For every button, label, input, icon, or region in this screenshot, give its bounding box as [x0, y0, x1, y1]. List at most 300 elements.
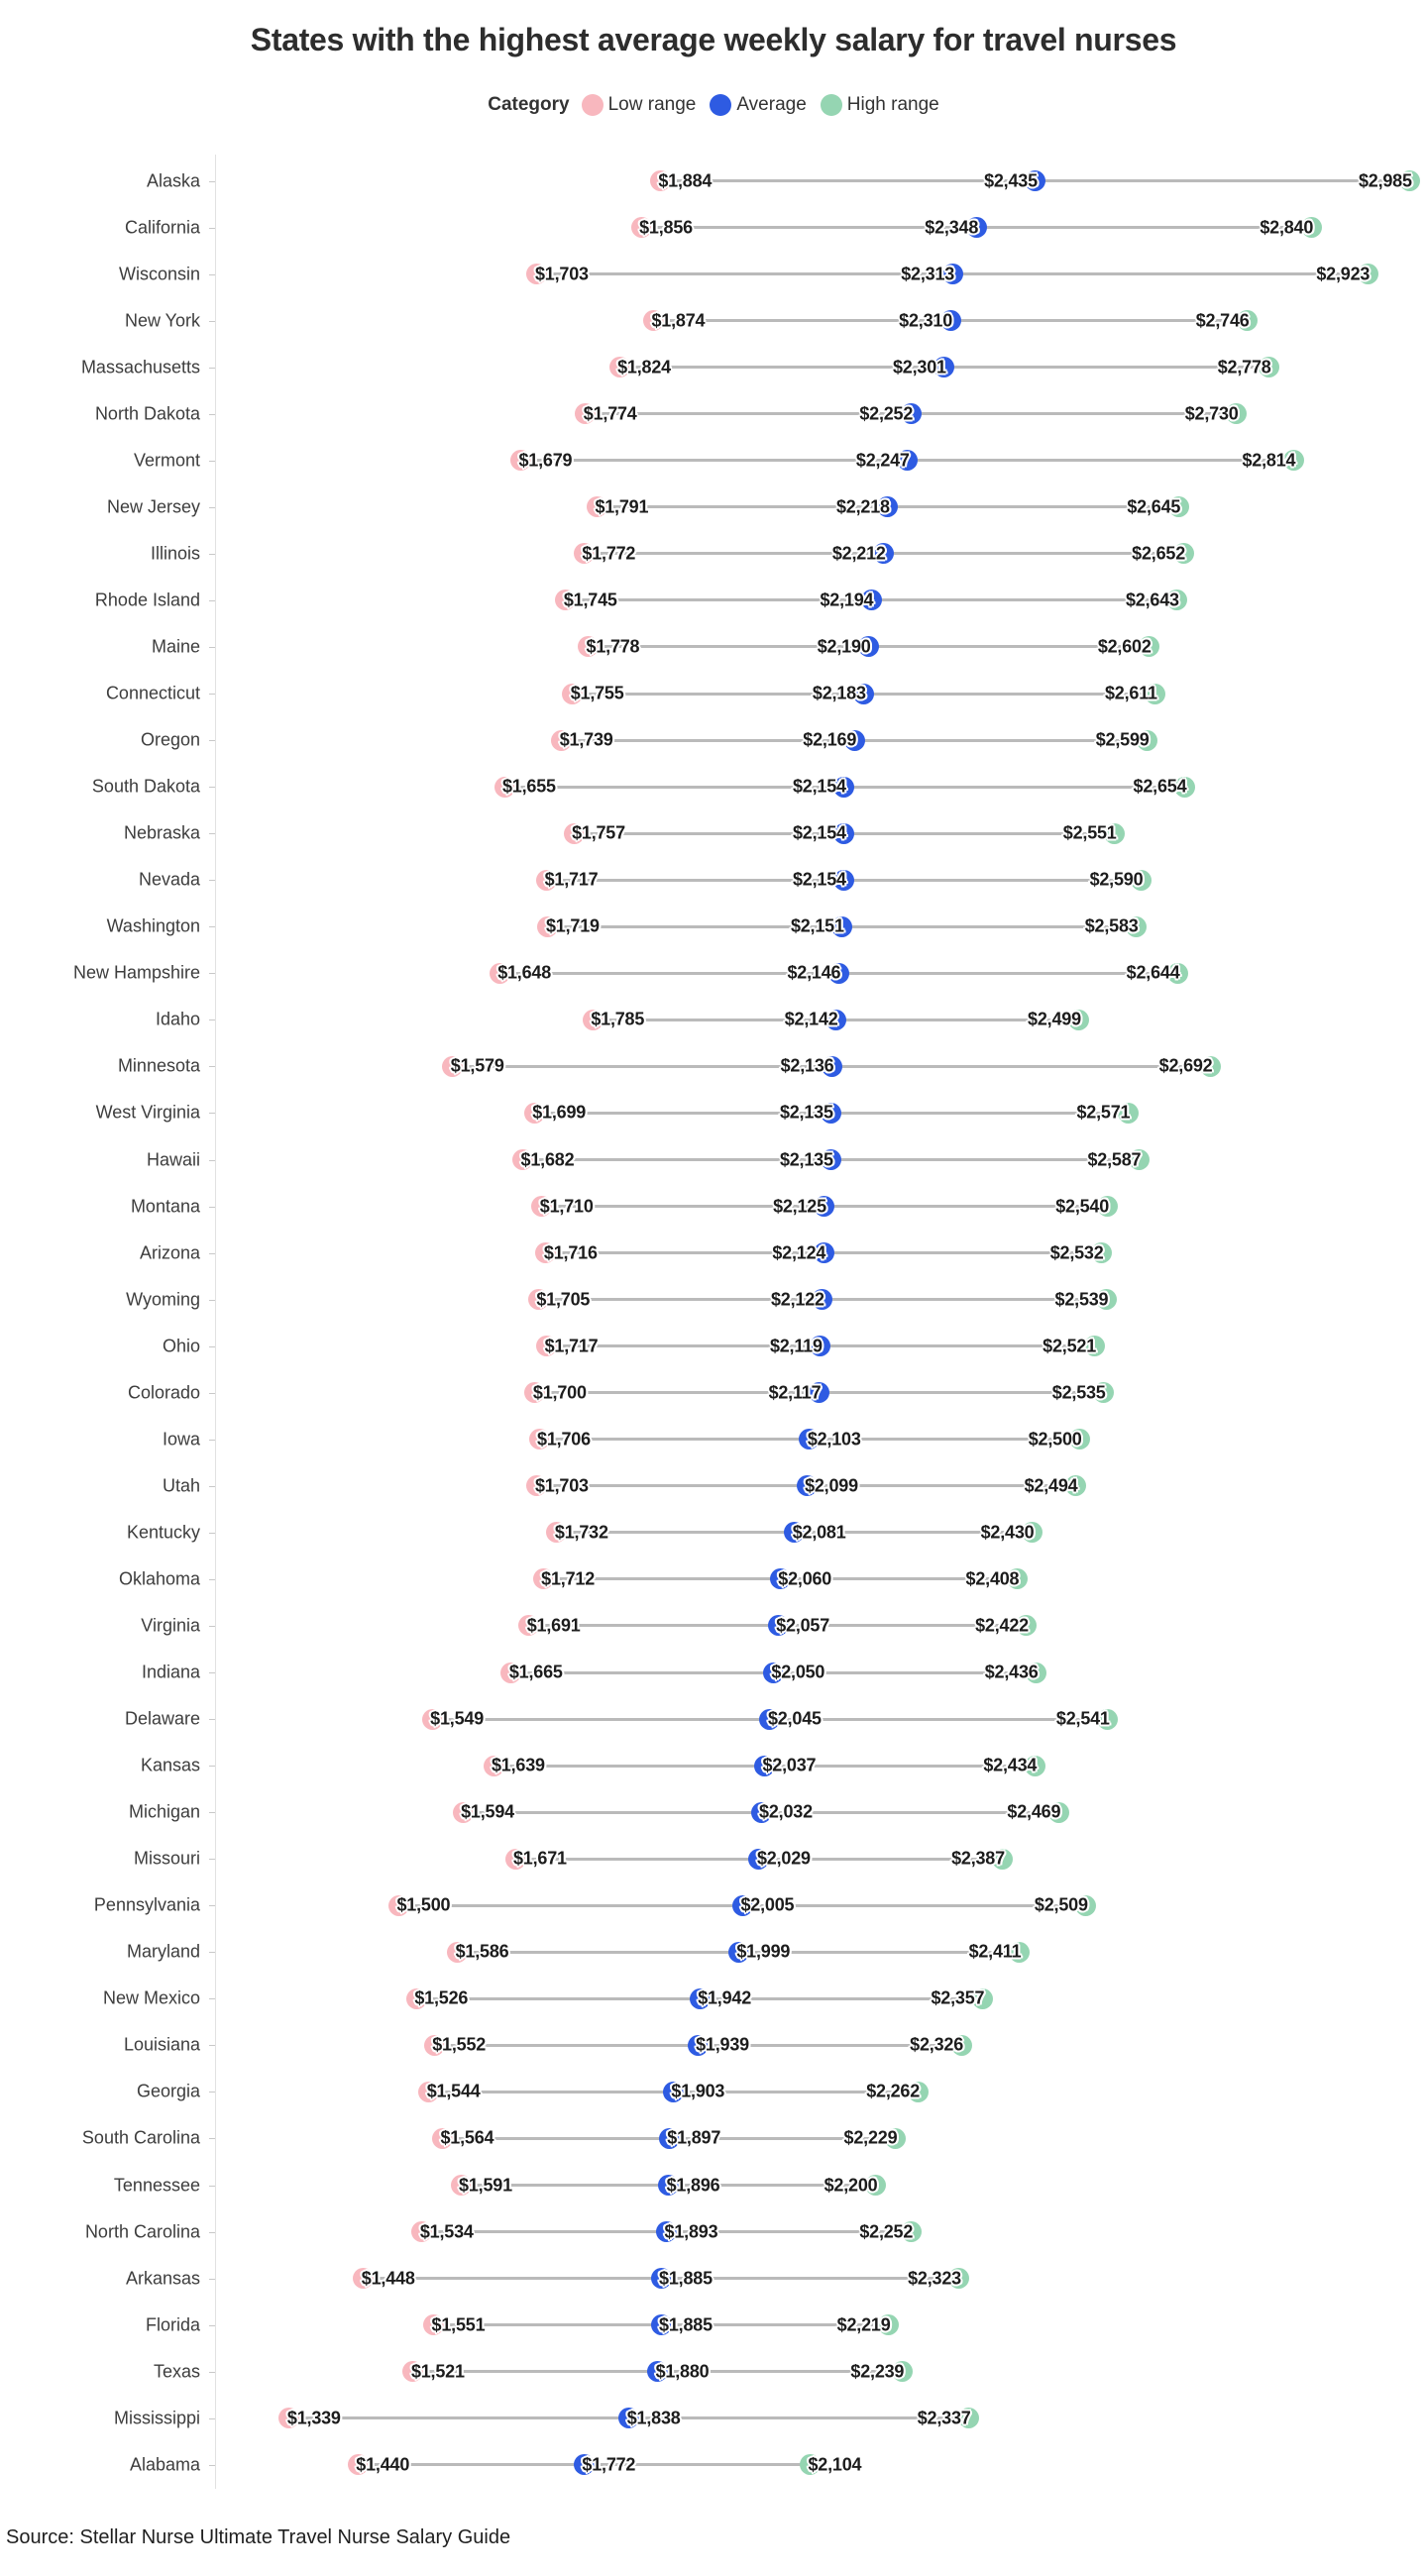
chart-row	[0, 1369, 1427, 1416]
high-value-label: $2,746	[1195, 310, 1250, 331]
axis-tick	[209, 1719, 215, 1720]
high-value-label: $2,654	[1133, 776, 1187, 797]
low-value-label: $1,682	[520, 1149, 575, 1169]
axis-tick	[209, 1812, 215, 1813]
low-value-label: $1,712	[541, 1568, 596, 1589]
state-label: Oregon	[140, 729, 200, 750]
average-value-label: $2,190	[817, 636, 871, 657]
state-label: Vermont	[133, 450, 200, 471]
chart-row	[0, 2302, 1427, 2348]
chart-row	[0, 344, 1427, 390]
chart-row	[0, 390, 1427, 437]
average-value-label: $2,212	[831, 543, 886, 564]
average-value-label: $2,045	[767, 1708, 822, 1729]
axis-tick	[209, 694, 215, 695]
state-label: Georgia	[136, 2081, 200, 2101]
average-value-label: $2,037	[762, 1755, 817, 1775]
low-value-label: $1,699	[532, 1102, 587, 1123]
chart-row	[0, 1976, 1427, 2022]
average-value-label: $2,119	[769, 1336, 823, 1356]
average-value-label: $2,029	[756, 1848, 811, 1869]
chart-row	[0, 1090, 1427, 1136]
state-label: California	[124, 217, 200, 238]
legend-item-low-range	[582, 94, 697, 116]
low-value-label: $1,671	[513, 1848, 567, 1869]
axis-tick	[209, 1952, 215, 1953]
high-value-label: $2,229	[843, 2127, 898, 2148]
chart-row	[0, 1650, 1427, 1696]
state-label: Idaho	[155, 1009, 200, 1029]
chart-row	[0, 2069, 1427, 2115]
average-value-label: $2,194	[820, 590, 874, 610]
high-value-label: $2,644	[1126, 962, 1180, 983]
state-label: Virginia	[141, 1615, 200, 1636]
state-label: New Jersey	[106, 496, 200, 517]
low-value-label: $1,732	[554, 1522, 608, 1543]
average-value-label: $2,313	[901, 264, 955, 284]
low-range-swatch-icon	[582, 94, 604, 116]
state-label: Kentucky	[126, 1522, 200, 1543]
chart-row	[0, 251, 1427, 297]
axis-tick	[209, 1859, 215, 1860]
chart-row	[0, 2022, 1427, 2069]
average-value-label: $1,880	[655, 2361, 710, 2382]
state-label: Montana	[130, 1196, 200, 1217]
low-value-label: $1,549	[430, 1708, 485, 1729]
low-value-label: $1,500	[396, 1894, 451, 1915]
chart-row	[0, 1416, 1427, 1462]
low-value-label: $1,874	[651, 310, 706, 331]
chart-row	[0, 717, 1427, 764]
low-value-label: $1,639	[492, 1755, 545, 1775]
axis-tick	[209, 2325, 215, 2326]
average-swatch-icon	[710, 94, 731, 116]
axis-tick	[209, 2279, 215, 2280]
axis-tick	[209, 554, 215, 555]
source-note: Source: Stellar Nurse Ultimate Travel Nurse Salary Guide	[6, 2526, 511, 2548]
average-value-label: $1,838	[626, 2408, 681, 2428]
legend-item-label: High range	[846, 94, 939, 115]
high-value-label: $2,434	[983, 1755, 1038, 1775]
average-value-label: $2,081	[792, 1522, 846, 1543]
axis-tick	[209, 1346, 215, 1347]
average-value-label: $2,247	[855, 450, 910, 471]
low-value-label: $1,856	[639, 217, 693, 238]
low-value-label: $1,757	[572, 822, 625, 843]
state-label: Arkansas	[125, 2268, 200, 2289]
state-label: West Virginia	[95, 1102, 200, 1123]
state-label: Mississippi	[113, 2408, 200, 2428]
average-value-label: $2,348	[925, 217, 979, 238]
low-value-label: $1,739	[559, 729, 613, 750]
axis-tick	[209, 414, 215, 415]
low-value-label: $1,745	[563, 590, 617, 610]
chart-row	[0, 483, 1427, 530]
high-value-label: $2,436	[984, 1662, 1039, 1682]
state-label: Wyoming	[126, 1289, 200, 1310]
average-value-label: $2,099	[805, 1475, 858, 1496]
high-value-label: $2,539	[1054, 1289, 1109, 1310]
high-value-label: $2,430	[980, 1522, 1035, 1543]
high-value-label: $2,583	[1084, 915, 1139, 936]
axis-tick	[209, 1300, 215, 1301]
state-label: Tennessee	[113, 2175, 200, 2196]
high-value-label: $2,104	[808, 2454, 862, 2475]
high-value-label: $2,323	[908, 2268, 961, 2289]
chart-row	[0, 1882, 1427, 1929]
low-value-label: $1,778	[586, 636, 640, 657]
low-value-label: $1,648	[497, 962, 552, 983]
low-value-label: $1,521	[410, 2361, 465, 2382]
axis-tick	[209, 1207, 215, 1208]
state-label: New Mexico	[102, 1987, 200, 2008]
chart-row	[0, 1556, 1427, 1602]
state-label: Oklahoma	[118, 1568, 200, 1589]
high-value-label: $2,652	[1132, 543, 1186, 564]
legend	[0, 91, 1427, 119]
average-value-label: $2,154	[793, 822, 846, 843]
chart-row	[0, 1276, 1427, 1323]
low-value-label: $1,552	[432, 2034, 487, 2055]
average-value-label: $1,893	[664, 2221, 718, 2242]
axis-tick	[209, 1626, 215, 1627]
low-value-label: $1,534	[419, 2221, 474, 2242]
state-label: Rhode Island	[94, 590, 200, 610]
axis-tick	[209, 1113, 215, 1114]
low-value-label: $1,564	[440, 2127, 494, 2148]
legend-item-label: Low range	[607, 94, 697, 115]
high-value-label: $2,571	[1076, 1102, 1131, 1123]
state-label: Illinois	[150, 543, 200, 564]
axis-tick	[209, 507, 215, 508]
chart-row	[0, 297, 1427, 344]
high-value-label: $2,200	[823, 2175, 878, 2196]
chart-row	[0, 1836, 1427, 1882]
chart-row	[0, 2348, 1427, 2395]
low-value-label: $1,700	[532, 1382, 587, 1403]
low-value-label: $1,544	[426, 2081, 481, 2101]
low-value-label: $1,710	[539, 1196, 594, 1217]
chart-row	[0, 997, 1427, 1043]
chart-row	[0, 204, 1427, 251]
chart-title: States with the highest average weekly salary for travel nurses	[250, 22, 1177, 57]
state-label: Colorado	[127, 1382, 200, 1403]
high-value-label: $2,840	[1260, 217, 1314, 238]
chart-row	[0, 2162, 1427, 2208]
average-value-label: $2,005	[740, 1894, 795, 1915]
chart-row	[0, 671, 1427, 717]
high-value-label: $2,532	[1049, 1242, 1104, 1263]
legend-item-high-range	[821, 94, 939, 116]
chart-row	[0, 2255, 1427, 2302]
low-value-label: $1,679	[518, 450, 573, 471]
axis-tick	[209, 1672, 215, 1673]
low-value-label: $1,884	[658, 170, 713, 191]
average-value-label: $2,146	[787, 962, 841, 983]
chart-row	[0, 1789, 1427, 1836]
state-label: North Carolina	[84, 2221, 200, 2242]
chart-row	[0, 904, 1427, 950]
chart-row	[0, 1043, 1427, 1090]
state-label: Washington	[106, 915, 200, 936]
high-value-label: $2,923	[1316, 264, 1371, 284]
state-label: Massachusetts	[80, 357, 200, 377]
average-value-label: $2,183	[812, 683, 866, 703]
average-value-label: $2,252	[859, 403, 914, 424]
low-value-label: $1,594	[461, 1801, 514, 1822]
low-value-label: $1,440	[356, 2454, 410, 2475]
chart-row	[0, 857, 1427, 904]
high-value-label: $2,535	[1051, 1382, 1106, 1403]
state-label: Florida	[145, 2314, 200, 2335]
low-value-label: $1,448	[361, 2268, 415, 2289]
state-label: New York	[124, 310, 200, 331]
low-value-label: $1,717	[544, 869, 599, 890]
state-label: Texas	[153, 2361, 200, 2382]
axis-tick	[209, 2138, 215, 2139]
average-value-label: $1,897	[667, 2127, 721, 2148]
high-value-label: $2,357	[931, 1987, 985, 2008]
chart-row	[0, 1509, 1427, 1556]
axis-tick	[209, 2045, 215, 2046]
high-value-label: $2,540	[1055, 1196, 1110, 1217]
state-label: Kansas	[140, 1755, 200, 1775]
average-value-label: $2,124	[772, 1242, 826, 1263]
state-label: New Hampshire	[72, 962, 200, 983]
high-value-label: $2,411	[968, 1941, 1022, 1962]
average-value-label: $1,999	[736, 1941, 791, 1962]
chart-row	[0, 950, 1427, 997]
chart-row	[0, 577, 1427, 623]
state-label: Delaware	[124, 1708, 200, 1729]
chart-row	[0, 1136, 1427, 1183]
state-label: Hawaii	[146, 1149, 200, 1169]
high-value-label: $2,521	[1043, 1336, 1097, 1356]
low-value-label: $1,755	[570, 683, 624, 703]
high-value-label: $2,500	[1028, 1429, 1082, 1449]
chart-row	[0, 2208, 1427, 2255]
axis-tick	[209, 1253, 215, 1254]
axis-tick	[209, 321, 215, 322]
state-label: South Carolina	[81, 2127, 200, 2148]
chart-row	[0, 1743, 1427, 1789]
state-label: Alabama	[129, 2454, 200, 2475]
high-value-label: $2,469	[1007, 1801, 1061, 1822]
axis-tick	[209, 1486, 215, 1487]
average-value-label: $2,060	[778, 1568, 832, 1589]
axis-tick	[209, 926, 215, 927]
state-label: Michigan	[128, 1801, 200, 1822]
high-value-label: $2,509	[1034, 1894, 1088, 1915]
axis-tick	[209, 2186, 215, 2187]
average-value-label: $2,154	[793, 776, 846, 797]
average-value-label: $2,057	[776, 1615, 830, 1636]
low-value-label: $1,705	[536, 1289, 591, 1310]
average-value-label: $2,142	[784, 1009, 838, 1029]
average-value-label: $2,301	[893, 357, 946, 377]
average-value-label: $2,135	[779, 1102, 833, 1123]
chart-row	[0, 1602, 1427, 1649]
legend-item-label: Average	[736, 94, 807, 115]
average-value-label: $1,903	[671, 2081, 725, 2101]
high-value-label: $2,643	[1125, 590, 1179, 610]
axis-tick	[209, 1440, 215, 1441]
high-value-label: $2,541	[1055, 1708, 1110, 1729]
low-value-label: $1,785	[591, 1009, 645, 1029]
axis-tick	[209, 181, 215, 182]
axis-tick	[209, 973, 215, 974]
high-value-label: $2,408	[965, 1568, 1020, 1589]
chart-row	[0, 1696, 1427, 1743]
state-label: Utah	[162, 1475, 200, 1496]
low-value-label: $1,526	[414, 1987, 469, 2008]
low-value-label: $1,703	[534, 1475, 589, 1496]
low-value-label: $1,591	[459, 2175, 512, 2196]
high-value-label: $2,730	[1184, 403, 1239, 424]
axis-tick	[209, 461, 215, 462]
axis-tick	[209, 740, 215, 741]
high-value-label: $2,252	[859, 2221, 914, 2242]
chart-row	[0, 623, 1427, 670]
chart-row	[0, 2441, 1427, 2488]
low-value-label: $1,586	[455, 1941, 509, 1962]
high-value-label: $2,422	[975, 1615, 1029, 1636]
axis-tick	[209, 1579, 215, 1580]
high-value-label: $2,219	[836, 2314, 891, 2335]
state-label: Maine	[151, 636, 200, 657]
axis-tick	[209, 2465, 215, 2466]
chart-row	[0, 1230, 1427, 1276]
average-value-label: $1,885	[659, 2268, 713, 2289]
high-value-label: $2,499	[1028, 1009, 1081, 1029]
axis-tick	[209, 228, 215, 229]
chart-row	[0, 1323, 1427, 1369]
state-label: Iowa	[162, 1429, 200, 1449]
state-label: South Dakota	[91, 776, 200, 797]
axis-tick	[209, 1905, 215, 1906]
low-value-label: $1,691	[526, 1615, 581, 1636]
state-label: Arizona	[139, 1242, 200, 1263]
low-value-label: $1,703	[534, 264, 589, 284]
axis-tick	[209, 1393, 215, 1394]
dot-range-plot	[0, 158, 1427, 2489]
axis-tick	[209, 833, 215, 834]
average-value-label: $1,885	[659, 2314, 713, 2335]
high-value-label: $2,387	[951, 1848, 1005, 1869]
chart-row	[0, 764, 1427, 810]
average-value-label: $2,050	[771, 1662, 825, 1682]
state-label: Alaska	[146, 170, 200, 191]
chart-row	[0, 2395, 1427, 2441]
low-value-label: $1,665	[508, 1662, 563, 1682]
axis-tick	[209, 787, 215, 788]
low-value-label: $1,716	[543, 1242, 598, 1263]
average-value-label: $2,032	[759, 1801, 813, 1822]
legend-title: Category	[488, 94, 570, 115]
state-label: North Dakota	[94, 403, 200, 424]
state-label: Louisiana	[123, 2034, 200, 2055]
axis-tick	[209, 1066, 215, 1067]
axis-tick	[209, 1766, 215, 1767]
high-value-label: $2,611	[1104, 683, 1157, 703]
low-value-label: $1,719	[545, 915, 600, 936]
high-value-label: $2,692	[1158, 1055, 1213, 1076]
chart-row	[0, 158, 1427, 204]
average-value-label: $2,117	[768, 1382, 822, 1403]
state-label: Maryland	[126, 1941, 200, 1962]
high-value-label: $2,778	[1217, 357, 1271, 377]
axis-tick	[209, 2418, 215, 2419]
low-value-label: $1,791	[595, 496, 649, 517]
axis-tick	[209, 2092, 215, 2093]
axis-tick	[209, 647, 215, 648]
average-value-label: $1,896	[666, 2175, 720, 2196]
state-label: Indiana	[141, 1662, 200, 1682]
average-value-label: $2,154	[793, 869, 846, 890]
high-value-label: $2,590	[1089, 869, 1144, 890]
state-label: Connecticut	[105, 683, 200, 703]
chart-row	[0, 1183, 1427, 1230]
low-value-label: $1,774	[583, 403, 637, 424]
axis-tick	[209, 1160, 215, 1161]
state-label: Nebraska	[123, 822, 200, 843]
average-value-label: $2,122	[771, 1289, 824, 1310]
high-value-label: $2,551	[1062, 822, 1117, 843]
low-value-label: $1,706	[537, 1429, 591, 1449]
axis-tick	[209, 1998, 215, 1999]
average-value-label: $2,136	[780, 1055, 834, 1076]
average-value-label: $1,772	[582, 2454, 636, 2475]
average-value-label: $2,135	[779, 1149, 833, 1169]
axis-tick	[209, 1533, 215, 1534]
state-label: Ohio	[162, 1336, 200, 1356]
average-value-label: $2,310	[899, 310, 953, 331]
low-value-label: $1,717	[544, 1336, 599, 1356]
low-value-label: $1,655	[502, 776, 556, 797]
high-value-label: $2,494	[1024, 1475, 1078, 1496]
high-value-label: $2,239	[850, 2361, 905, 2382]
state-label: Missouri	[133, 1848, 200, 1869]
high-value-label: $2,587	[1087, 1149, 1142, 1169]
axis-tick	[209, 880, 215, 881]
legend-item-average	[710, 94, 806, 116]
average-value-label: $2,435	[984, 170, 1038, 191]
high-value-label: $2,985	[1358, 170, 1412, 191]
axis-tick	[209, 368, 215, 369]
high-range-swatch-icon	[821, 94, 842, 116]
low-value-label: $1,824	[617, 357, 671, 377]
average-value-label: $2,125	[773, 1196, 826, 1217]
high-value-label: $2,262	[866, 2081, 921, 2101]
chart-row	[0, 1929, 1427, 1976]
high-value-label: $2,599	[1095, 729, 1150, 750]
state-label: Minnesota	[117, 1055, 200, 1076]
average-value-label: $2,218	[835, 496, 890, 517]
low-value-label: $1,339	[286, 2408, 341, 2428]
low-value-label: $1,772	[582, 543, 636, 564]
chart-row	[0, 2115, 1427, 2162]
axis-tick	[209, 2372, 215, 2373]
high-value-label: $2,814	[1242, 450, 1296, 471]
average-value-label: $1,942	[698, 1987, 752, 2008]
state-label: Wisconsin	[118, 264, 200, 284]
high-value-label: $2,337	[917, 2408, 971, 2428]
state-label: Nevada	[138, 869, 200, 890]
low-value-label: $1,579	[450, 1055, 504, 1076]
axis-tick	[209, 600, 215, 601]
high-value-label: $2,602	[1097, 636, 1152, 657]
axis-tick	[209, 2232, 215, 2233]
